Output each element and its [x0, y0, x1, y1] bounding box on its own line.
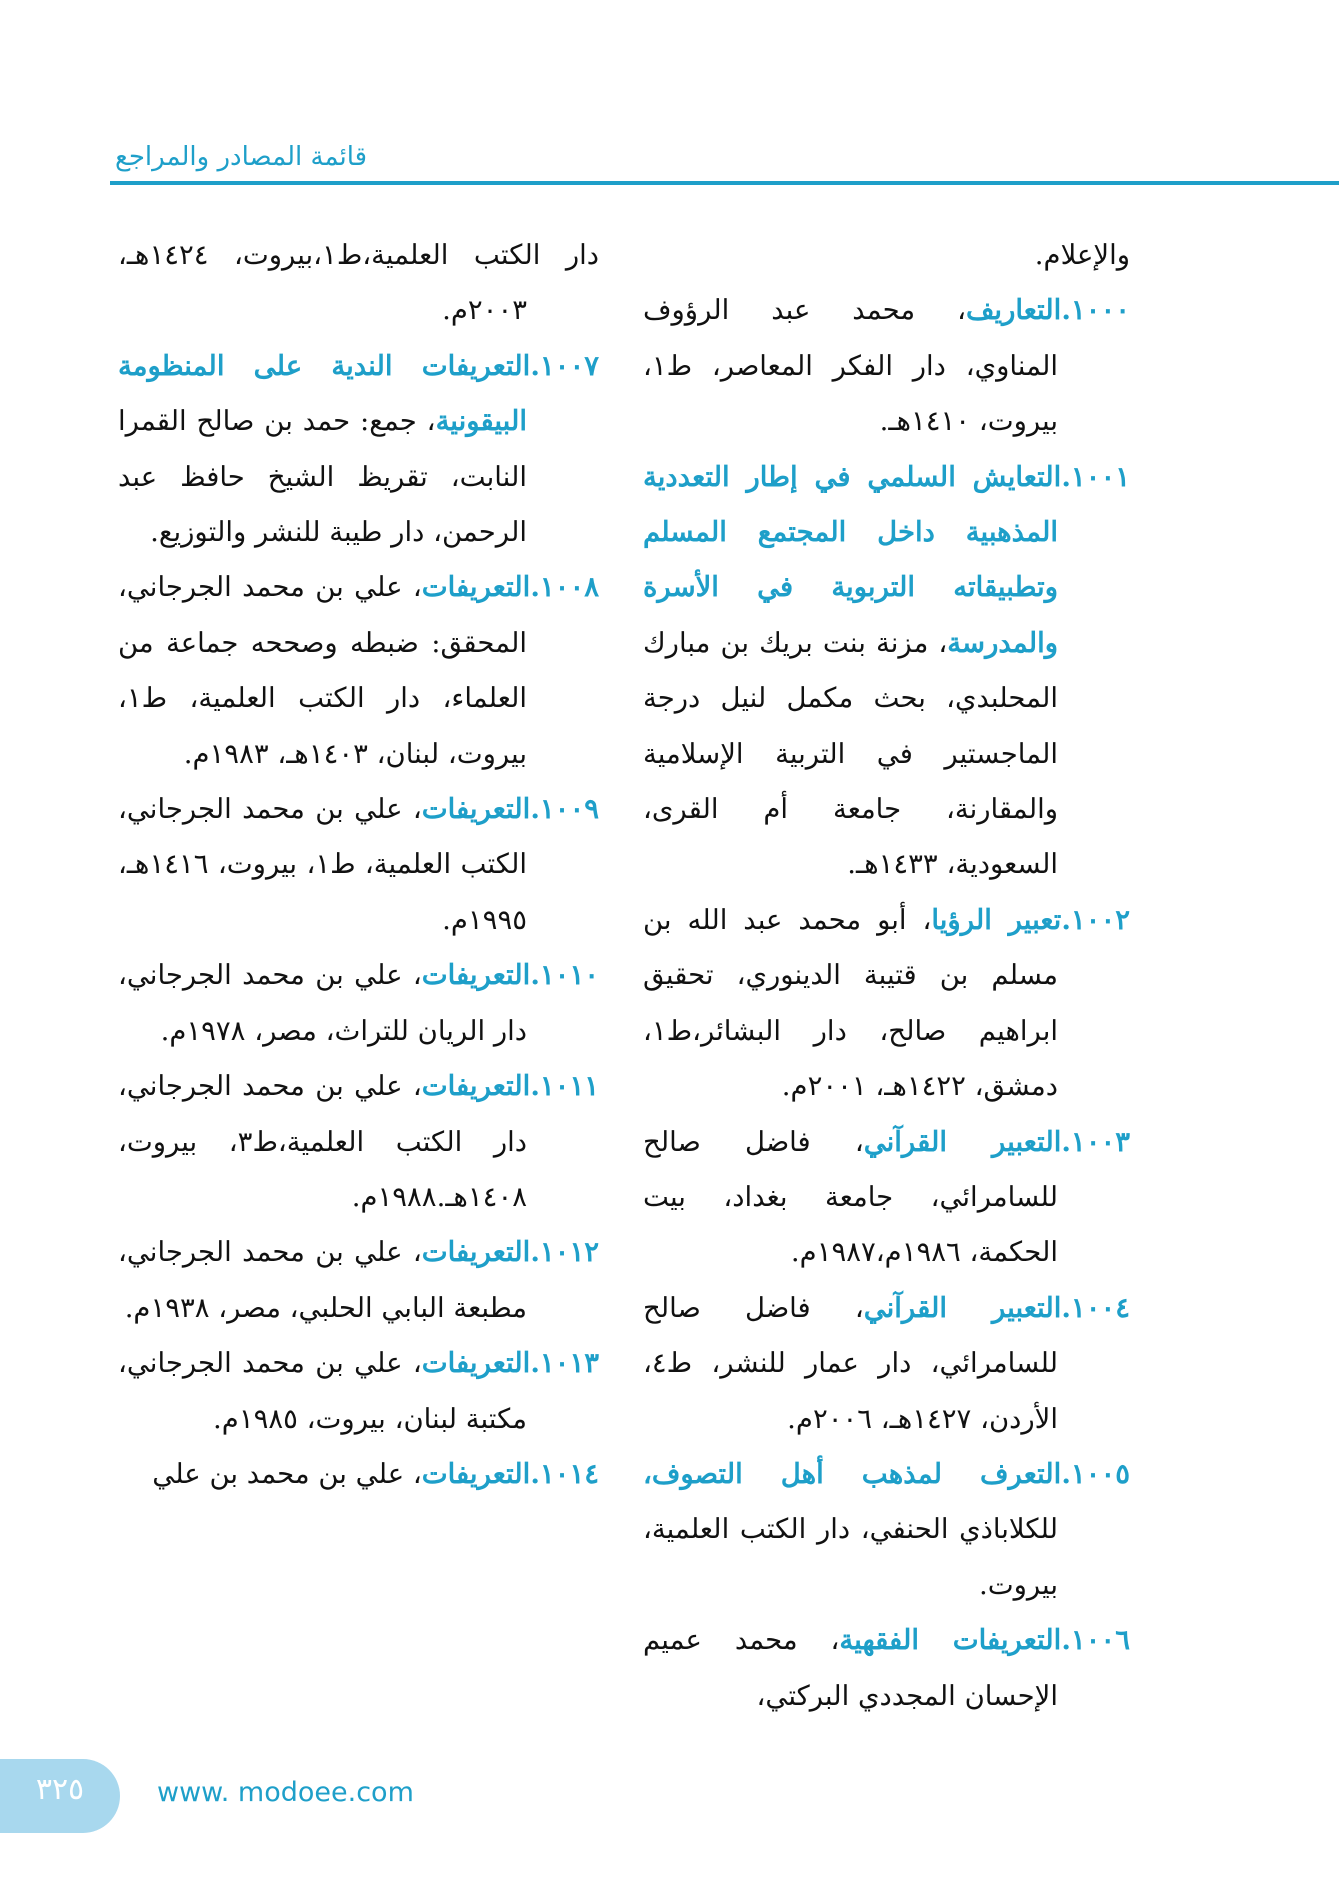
reference-entry	[118, 782, 599, 948]
left-column	[118, 228, 599, 1502]
entry-title: التعايش السلمي في إطار التعددية المذهبية داخل المجتمع المسلم وتطبيقاته التربوية في الأسرة والمدرسة	[643, 460, 1062, 659]
entry-details: ، جمع: حمد بن صالح القمرا النابت، تقريظ الشيخ حافظ عبد الرحمن، دار طيبة للنشر والتوزيع.	[118, 405, 527, 549]
entry-details: ، علي بن محمد الجرجاني، الكتب العلمية، ط١، بيروت، ١٤١٦هـ، ١٩٩٥م.	[118, 793, 527, 936]
entry-title: التعريفات الفقهية	[839, 1624, 1062, 1657]
reference-entry	[643, 1613, 1130, 1724]
entry-details: ، علي بن محمد بن علي	[152, 1457, 422, 1490]
entry-title: التعريفات	[421, 1070, 531, 1103]
reference-entry	[118, 1447, 599, 1502]
reference-entry	[118, 560, 599, 782]
entry-number: ١٠٠٨.	[530, 571, 599, 604]
reference-entry	[643, 450, 1130, 893]
entry-title: التعريفات	[421, 1457, 531, 1490]
entry-title: التعريفات	[421, 1347, 531, 1380]
page-number: ٣٢٥	[35, 1772, 85, 1807]
entry-number: ١٠٠٤.	[1061, 1291, 1131, 1324]
right-column	[643, 228, 1130, 1724]
entry-details: ، علي بن محمد الجرجاني، دار الريان للتراث، مصر، ١٩٧٨م.	[118, 959, 527, 1047]
entry-title: التعبير القرآني	[863, 1125, 1062, 1158]
reference-entry	[118, 1059, 599, 1225]
entry-number: ١٠١٣.	[530, 1347, 599, 1380]
running-title: قائمة المصادر والمراجع	[115, 142, 368, 172]
entry-title: التعريفات الندية على المنظومة البيقونية	[118, 349, 531, 438]
reference-entry	[118, 948, 599, 1059]
entry-number: ١٠٠٩.	[530, 793, 599, 826]
entry-details: ، أبو محمد عبد الله بن مسلم بن قتيبة الدينوري، تحقيق ابراهيم صالح، دار البشائر،ط١، دمشق، ١٤٢٢هـ، ٢٠٠١م.	[643, 903, 1058, 1103]
entry-number: ١٠٠٦.	[1061, 1624, 1130, 1657]
entry-details: للكلاباذي الحنفي، دار الكتب العلمية، بيروت.	[643, 1513, 1058, 1601]
entry-details: ، علي بن محمد الجرجاني، المحقق: ضبطه وصححه جماعة من العلماء، دار الكتب العلمية، ط١، بيروت، لبنان، ١٤٠٣هـ، ١٩٨٣م.	[118, 571, 527, 770]
entry-number: ١٠٠٣.	[1061, 1125, 1131, 1158]
entry-title: التعاريف	[965, 294, 1062, 327]
entry-number: ١٠١٤.	[530, 1457, 599, 1490]
entry-title: تعبير الرؤيا	[931, 903, 1062, 936]
reference-entry	[118, 1336, 599, 1447]
continuation-text: دار الكتب العلمية،ط١،بيروت، ١٤٢٤هـ، ٢٠٠٣م.	[118, 239, 600, 327]
reference-entry	[643, 893, 1130, 1115]
entry-number: ١٠١١.	[530, 1070, 599, 1103]
continuation-text: والإعلام.	[1034, 239, 1130, 271]
header-rule	[110, 181, 1339, 185]
entry-details: ، فاضل صالح للسامرائي، دار عمار للنشر، ط٤، الأردن، ١٤٢٧هـ، ٢٠٠٦م.	[643, 1291, 1058, 1435]
website-url: www. modoee.com	[157, 1777, 414, 1808]
entry-details: ، مزنة بنت بريك بن مبارك المحلبدي، بحث مكمل لنيل درجة الماجستير في التربية الإسلامية والمقارنة، جامعة أم القرى، السعودية، ١٤٣٣هـ.	[643, 626, 1058, 881]
entry-details: ، علي بن محمد الجرجاني، دار الكتب العلمية،ط٣، بيروت، ١٤٠٨هـ.١٩٨٨م.	[118, 1070, 527, 1213]
entry-number: ١٠٠٢.	[1061, 903, 1130, 936]
entry-details: ، محمد عميم الإحسان المجددي البركتي،	[643, 1624, 1058, 1712]
entry-title: التعريفات	[421, 959, 531, 992]
reference-entry	[118, 339, 599, 561]
entry-details: ، محمد عبد الرؤوف المناوي، دار الفكر المعاصر، ط١، بيروت، ١٤١٠هـ.	[643, 294, 1058, 438]
entry-number: ١٠٠٧.	[530, 349, 599, 382]
reference-entry	[643, 283, 1130, 449]
entry-number: ١٠٠٥.	[1061, 1457, 1130, 1490]
entry-title: التعرف لمذهب أهل التصوف،	[643, 1457, 1062, 1490]
entry-details: ، فاضل صالح للسامرائي، جامعة بغداد، بيت الحكمة، ١٩٨٦م،١٩٨٧م.	[643, 1125, 1058, 1269]
entry-number: ١٠١٢.	[530, 1236, 599, 1269]
entry-title: التعريفات	[421, 1236, 531, 1269]
entry-number: ١٠٠١.	[1061, 460, 1130, 493]
reference-entry	[643, 1281, 1130, 1447]
reference-entry	[643, 1115, 1130, 1281]
entry-title: التعريفات	[421, 571, 531, 604]
entry-details: ، علي بن محمد الجرجاني، مطبعة البابي الحلبي، مصر، ١٩٣٨م.	[118, 1236, 527, 1324]
entry-title: التعريفات	[421, 793, 531, 826]
entry-title: التعبير القرآني	[863, 1291, 1062, 1324]
entry-number: ١٠١٠.	[530, 959, 599, 992]
reference-entry	[643, 1447, 1130, 1613]
entry-details: ، علي بن محمد الجرجاني، مكتبة لبنان، بيروت، ١٩٨٥م.	[118, 1347, 527, 1435]
entry-number: ١٠٠٠.	[1061, 294, 1130, 327]
reference-entry	[118, 1225, 599, 1336]
